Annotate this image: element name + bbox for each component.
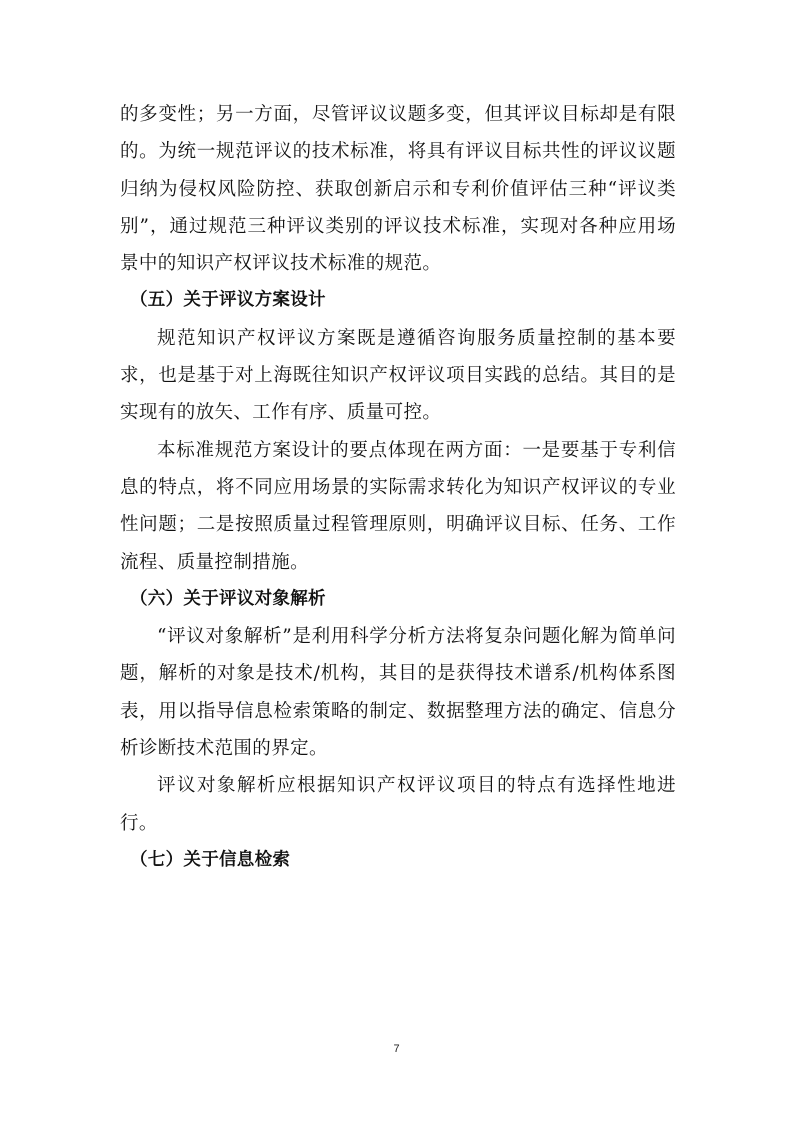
paragraph-object-selective: 评议对象解析应根据知识产权评议项目的特点有选择性地进行。 [120, 775, 676, 834]
paragraph-object-analysis: “评议对象解析”是利用科学分析方法将复杂问题化解为简单问题，解析的对象是技术/机构，其目的是获得技术谱系/机构体系图表，用以指导信息检索策略的制定、数据整理方法的确定、信息分析诊断技术范围的界定。 [120, 626, 676, 760]
section-heading-5: （五）关于评议方案设计 [130, 290, 326, 311]
paragraph-plan-points: 本标准规范方案设计的要点体现在两方面：一是要基于专利信息的特点，将不同应用场景的实际需求转化为知识产权评议的专业性问题；二是按照质量过程管理原则，明确评议目标、任务、工作流程、质量控制措施。 [120, 439, 676, 573]
paragraph-continuation: 的多变性；另一方面，尽管评议议题多变，但其评议目标却是有限的。为统一规范评议的技术标准，将具有评议目标共性的评议议题归纳为侵权风险防控、获取创新启示和专利价值评估三种“评议类别”，通过规范三种评议类别的评议技术标准，实现对各种应用场景中的知识产权评议技术标准的规范。 [120, 104, 676, 275]
page-content [120, 96, 676, 879]
section-heading-7: （七）关于信息检索 [130, 849, 291, 870]
page-number: 7 [393, 1043, 400, 1055]
paragraph-plan-purpose: 规范知识产权评议方案既是遵循咨询服务质量控制的基本要求，也是基于对上海既往知识产权评议项目实践的总结。其目的是实现有的放矢、工作有序、质量可控。 [120, 327, 676, 424]
section-heading-6: （六）关于评议对象解析 [130, 588, 326, 609]
